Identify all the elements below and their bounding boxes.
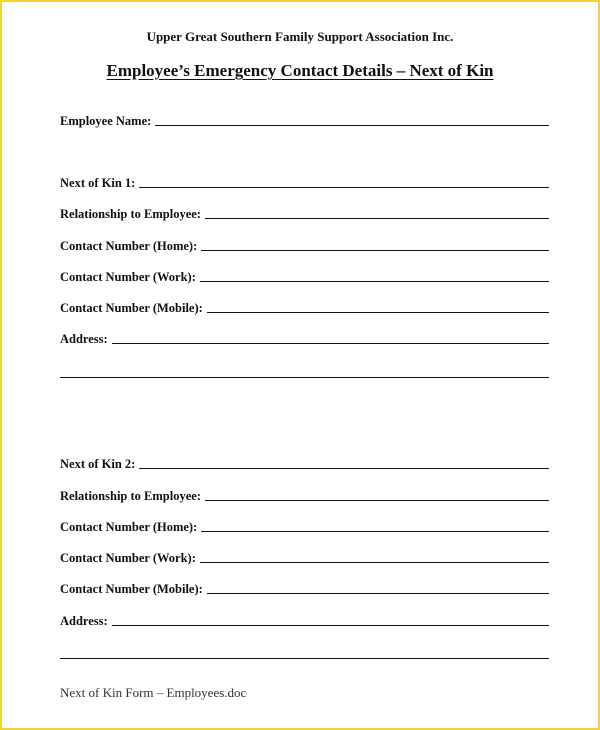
kin1-home-field[interactable] — [201, 249, 549, 251]
kin1-relationship-field[interactable] — [205, 217, 549, 219]
kin2-work-row — [60, 551, 549, 566]
kin1-mobile-row — [60, 301, 549, 316]
kin2-work-label: Contact Number (Work): — [60, 551, 196, 565]
kin1-relationship-row — [60, 207, 549, 222]
kin1-work-row — [60, 270, 549, 285]
form-title: Employee’s Emergency Contact Details – Next of Kin — [106, 61, 494, 80]
page-title — [2, 61, 598, 81]
kin2-address-row — [60, 614, 549, 629]
kin1-address-field-line2[interactable] — [60, 377, 549, 378]
kin1-address-row — [60, 332, 549, 347]
kin2-address-field[interactable] — [112, 624, 549, 626]
kin1-home-row — [60, 239, 549, 254]
kin1-mobile-field[interactable] — [207, 311, 549, 313]
kin2-home-field[interactable] — [201, 530, 549, 532]
kin2-mobile-row — [60, 582, 549, 597]
kin2-mobile-field[interactable] — [207, 592, 549, 594]
kin2-work-field[interactable] — [200, 561, 549, 563]
kin2-address-label: Address: — [60, 614, 108, 628]
kin2-relationship-label: Relationship to Employee: — [60, 489, 201, 503]
kin1-address-label: Address: — [60, 332, 108, 346]
kin2-name-label: Next of Kin 2: — [60, 457, 136, 471]
kin1-mobile-label: Contact Number (Mobile): — [60, 301, 203, 315]
employee-name-field[interactable] — [155, 124, 549, 126]
kin1-work-label: Contact Number (Work): — [60, 270, 196, 284]
kin2-name-row — [60, 457, 549, 472]
kin1-name-field[interactable] — [139, 186, 549, 188]
kin1-work-field[interactable] — [200, 280, 549, 282]
kin1-name-row — [60, 176, 549, 191]
organization-name: Upper Great Southern Family Support Association Inc. — [146, 29, 454, 44]
kin2-relationship-row — [60, 489, 549, 504]
kin2-name-field[interactable] — [139, 467, 549, 469]
employee-name-label: Employee Name: — [60, 114, 152, 128]
footer-filename: Next of Kin Form – Employees.doc — [60, 685, 247, 700]
kin2-home-label: Contact Number (Home): — [60, 520, 198, 534]
kin1-address-field[interactable] — [112, 342, 549, 344]
employee-name-row — [60, 114, 549, 129]
kin2-mobile-label: Contact Number (Mobile): — [60, 582, 203, 596]
kin2-address-field-line2[interactable] — [60, 658, 549, 659]
kin1-name-label: Next of Kin 1: — [60, 176, 136, 190]
kin1-home-label: Contact Number (Home): — [60, 239, 198, 253]
kin1-relationship-label: Relationship to Employee: — [60, 207, 201, 221]
kin2-relationship-field[interactable] — [205, 499, 549, 501]
kin2-home-row — [60, 520, 549, 535]
